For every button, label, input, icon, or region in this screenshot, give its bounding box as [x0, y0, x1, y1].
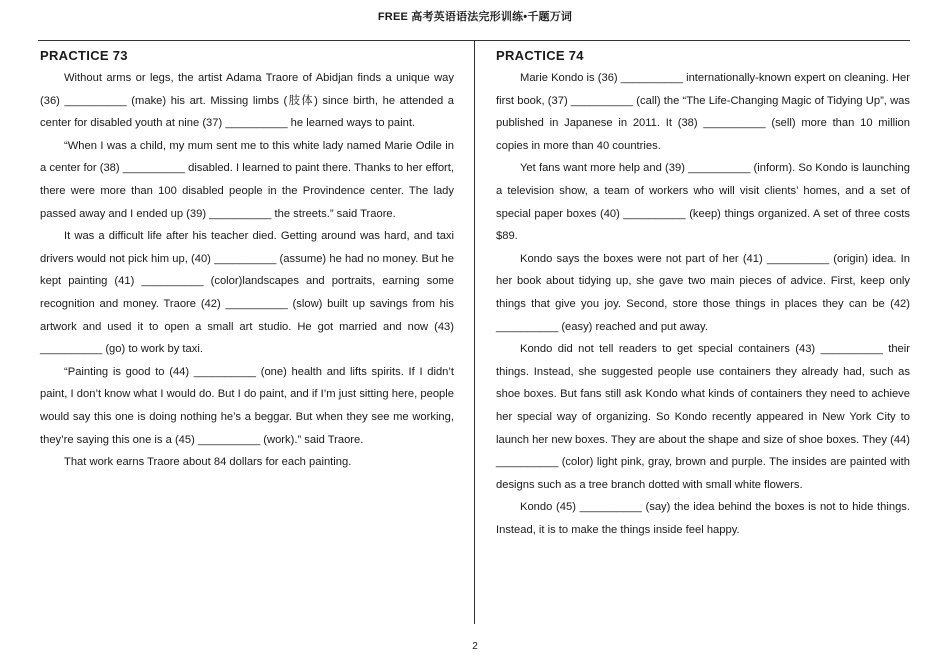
- page-header-title: FREE 高考英语语法完形训练•千题万词: [377, 11, 573, 23]
- page-number: 2: [472, 641, 478, 652]
- practice-73-column: [40, 47, 454, 474]
- practice-74-paragraph-5: Kondo (45) __________ (say) the idea behind the boxes is not to hide things. Instead, it is to make the things inside feel happy.: [496, 501, 910, 536]
- practice-74-paragraph-4: Kondo did not tell readers to get special containers (43) __________ their things. Instead, she suggested people use containers they already had, such as shoe boxes. But fans still ask Kondo what kinds of containers they need to achieve her special way of organizing. So Kondo recently appeared in New York City to launch her new boxes. They are about the shape and size of shoe boxes. They (44) __________ (color) light pink, gray, brown and purple. The insides are painted with designs such as a tree branch dotted with small white flowers.: [496, 343, 910, 491]
- practice-74-paragraph-3: Kondo says the boxes were not part of her (41) __________ (origin) idea. In her book about tidying up, she gave two main pieces of advice. First, keep only things that give you joy. Second, store those things in places they can be (42) __________ (easy) reached and put away.: [496, 252, 910, 333]
- practice-73-paragraph-4: “Painting is good to (44) __________ (one) health and lifts spirits. If I didn’t paint, I don’t know what I would do. But I do paint, and if I’m just sitting here, people would say this one is doing nothing he’s a beggar. But when they see me working, they’re saying this one is a (45) __________ (work).” said Traore.: [40, 365, 454, 446]
- practice-74-paragraph-1: Marie Kondo is (36) __________ internationally-known expert on cleaning. Her first book, (37) __________ (call) the “The Life-Changing Magic of Tidying Up”, was published in Japanese in 2011. It (38) __________ (sell) more than 10 million copies in more than 40 countries.: [496, 72, 910, 152]
- practice-73-paragraph-2: “When I was a child, my mum sent me to this white lady named Marie Odile in a center for (38) __________ disabled. I learned to paint there. Thanks to her effort, there were more than 100 disabled people in the Provindence center. The lady passed away and I ended up (39) __________ the streets.” said Traore.: [40, 139, 454, 220]
- practice-73-paragraph-5: That work earns Traore about 84 dollars for each painting.: [64, 456, 352, 469]
- column-divider: [474, 41, 475, 624]
- practice-73-paragraph-3: It was a difficult life after his teacher died. Getting around was hard, and taxi drivers would not pick him up, (40) __________ (assume) he had no money. But he kept painting (41) __________ (color)landscapes and portraits, earning some recognition and money. Traore (42) __________ (slow) built up savings from his artwork and used it to open a small art studio. He got married and now (43) __________ (go) to work by taxi.: [40, 230, 454, 356]
- practice-73-paragraph-1: Without arms or legs, the artist Adama Traore of Abidjan finds a unique way (36) __________ (make) his art. Missing limbs (肢体) since birth, he attended a center for disabled youth at nine (37) __________ he learned ways to paint.: [40, 72, 454, 130]
- practice-73-title: PRACTICE 73: [40, 48, 128, 63]
- practice-74-title: PRACTICE 74: [496, 48, 584, 63]
- practice-74-column: [496, 47, 910, 541]
- practice-74-paragraph-2: Yet fans want more help and (39) __________ (inform). So Kondo is launching a television show, a team of workers who will visit clients’ homes, and a set of special paper boxes (40) __________ (keep) things organized. A set of three costs $89.: [496, 162, 910, 243]
